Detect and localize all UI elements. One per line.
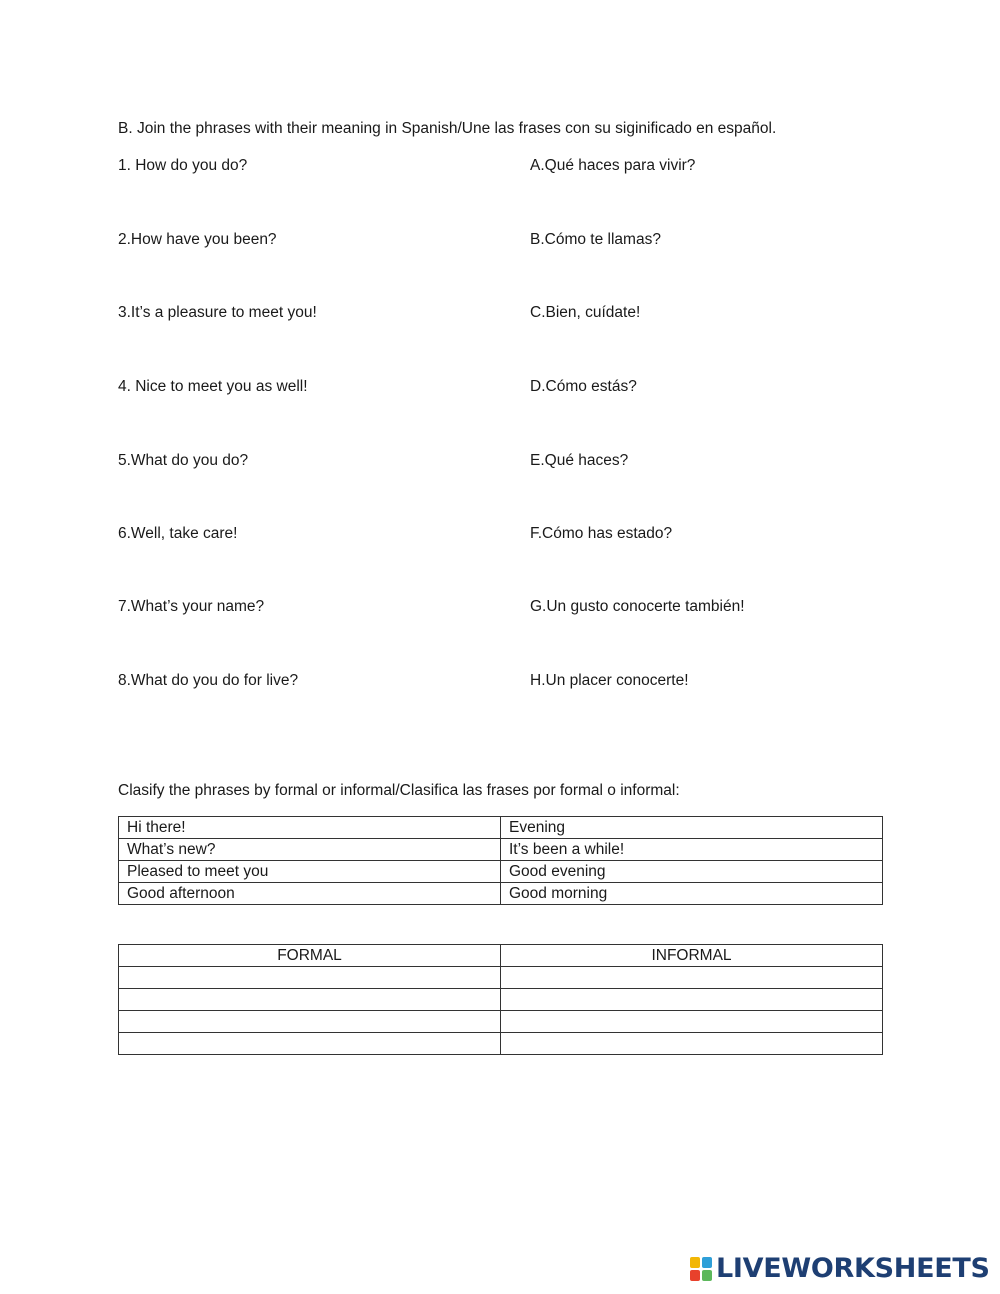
spanish-meaning: F.Cómo has estado? bbox=[530, 525, 673, 542]
spanish-meaning: C.Bien, cuídate! bbox=[530, 304, 641, 321]
english-phrase: 6.Well, take care! bbox=[118, 525, 238, 542]
match-row bbox=[118, 596, 878, 618]
table-cell: Good afternoon bbox=[119, 883, 501, 905]
section-c-instruction: Clasify the phrases by formal or informal/Clasifica las frases por formal o informal: bbox=[118, 782, 680, 799]
spanish-meaning: G.Un gusto conocerte también! bbox=[530, 598, 745, 615]
match-row bbox=[118, 302, 878, 324]
table-header-row bbox=[119, 945, 883, 967]
spanish-meaning: H.Un placer conocerte! bbox=[530, 672, 689, 689]
match-row bbox=[118, 376, 878, 398]
spanish-meaning: B.Cómo te llamas? bbox=[530, 231, 661, 248]
match-row bbox=[118, 523, 878, 545]
english-phrase: 8.What do you do for live? bbox=[118, 672, 299, 689]
informal-column-header: INFORMAL bbox=[501, 945, 883, 967]
table-cell: What’s new? bbox=[119, 839, 501, 861]
logo-square bbox=[702, 1257, 712, 1268]
english-phrase: 2.How have you been? bbox=[118, 231, 277, 248]
logo-text: LIVEWORKSHEETS bbox=[716, 1253, 990, 1284]
table-row bbox=[119, 989, 883, 1011]
table-cell: Evening bbox=[501, 817, 883, 839]
table-cell: Hi there! bbox=[119, 817, 501, 839]
formal-column-header: FORMAL bbox=[119, 945, 501, 967]
spanish-meaning: D.Cómo estás? bbox=[530, 378, 637, 395]
informal-answer-cell[interactable] bbox=[501, 1011, 883, 1033]
english-phrase: 1. How do you do? bbox=[118, 157, 248, 174]
formal-answer-cell[interactable] bbox=[119, 1011, 501, 1033]
logo-square bbox=[690, 1270, 700, 1281]
spanish-meaning: E.Qué haces? bbox=[530, 452, 629, 469]
formal-answer-cell[interactable] bbox=[119, 989, 501, 1011]
match-row bbox=[118, 229, 878, 251]
formal-answer-cell[interactable] bbox=[119, 967, 501, 989]
logo-square bbox=[702, 1270, 712, 1281]
liveworksheets-logo-icon bbox=[690, 1257, 712, 1281]
english-phrase: 5.What do you do? bbox=[118, 452, 249, 469]
table-cell: Good evening bbox=[501, 861, 883, 883]
liveworksheets-logo bbox=[690, 1254, 990, 1284]
informal-answer-cell[interactable] bbox=[501, 1033, 883, 1055]
logo-square bbox=[690, 1257, 700, 1268]
formal-answer-cell[interactable] bbox=[119, 1033, 501, 1055]
table-row bbox=[119, 861, 883, 883]
phrase-table bbox=[118, 816, 883, 905]
table-row bbox=[119, 1011, 883, 1033]
table-row bbox=[119, 839, 883, 861]
section-b-instruction: B. Join the phrases with their meaning in Spanish/Une las frases con su siginificado en español. bbox=[118, 120, 777, 137]
classify-table bbox=[118, 944, 883, 1055]
english-phrase: 3.It’s a pleasure to meet you! bbox=[118, 304, 317, 321]
table-row bbox=[119, 883, 883, 905]
match-row bbox=[118, 155, 878, 177]
table-row bbox=[119, 817, 883, 839]
table-cell: Pleased to meet you bbox=[119, 861, 501, 883]
table-cell: It’s been a while! bbox=[501, 839, 883, 861]
informal-answer-cell[interactable] bbox=[501, 989, 883, 1011]
english-phrase: 7.What’s your name? bbox=[118, 598, 265, 615]
informal-answer-cell[interactable] bbox=[501, 967, 883, 989]
table-cell: Good morning bbox=[501, 883, 883, 905]
english-phrase: 4. Nice to meet you as well! bbox=[118, 378, 308, 395]
match-row bbox=[118, 450, 878, 472]
match-row bbox=[118, 670, 878, 692]
table-row bbox=[119, 967, 883, 989]
table-row bbox=[119, 1033, 883, 1055]
spanish-meaning: A.Qué haces para vivir? bbox=[530, 157, 696, 174]
